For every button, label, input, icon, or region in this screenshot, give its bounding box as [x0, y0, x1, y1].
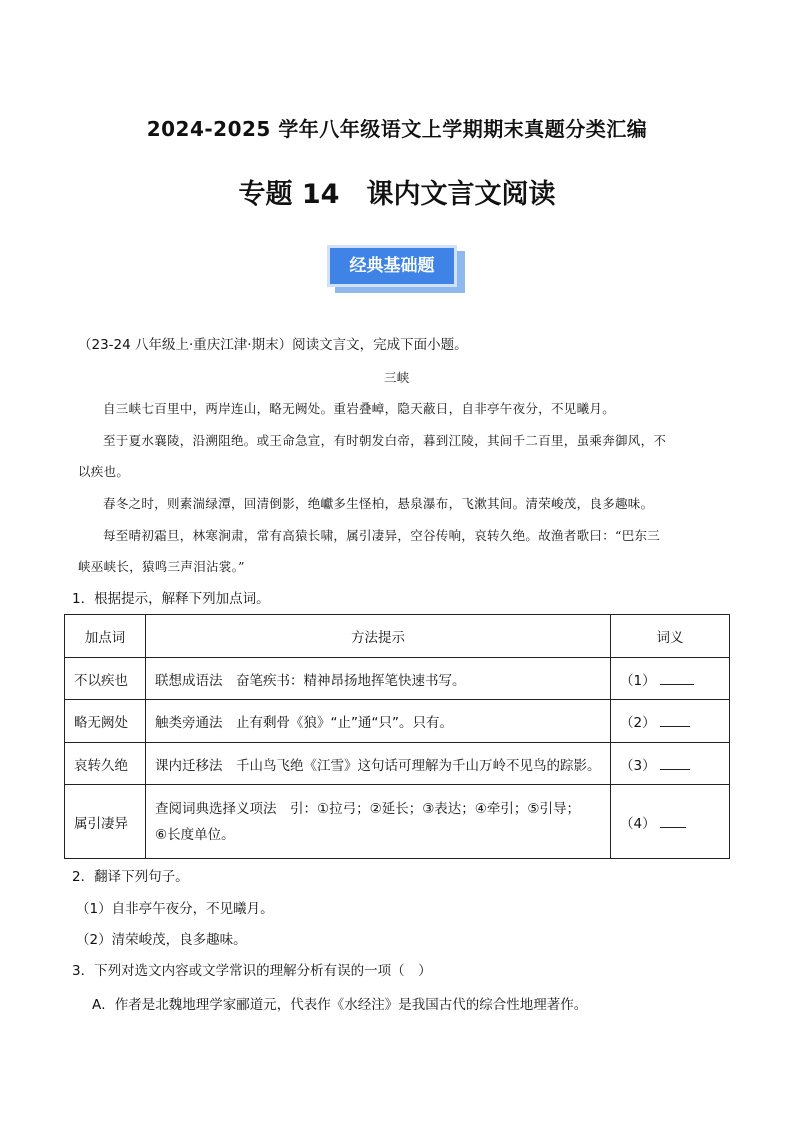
answer-blank[interactable]	[660, 714, 690, 727]
q2-prompt: 2．翻译下列句子。	[72, 869, 189, 885]
q3-prompt: 3．下列对选文内容或文学常识的理解分析有误的一项（ ）	[72, 963, 432, 979]
intro-text: （23-24 八年级上·重庆江津·期末）阅读文言文，完成下面小题。	[78, 337, 468, 353]
hint-cell	[146, 785, 611, 859]
header-word: 加点词	[65, 615, 146, 658]
answer-cell[interactable]	[611, 700, 730, 743]
q1-prompt: 1．根据提示，解释下列加点词。	[72, 591, 270, 607]
q2-sentence-2: （2）清荣峻茂，良多趣味。	[76, 932, 247, 948]
hint-cell: 课内迁移法 千山鸟飞绝《江雪》这句话可理解为千山万岭不见鸟的踪影。	[146, 743, 611, 785]
passage-para-1: 自三峡七百里中，两岸连山，略无阙处。重岩叠嶂，隐天蔽日，自非亭午夜分，不见曦月。	[103, 401, 616, 416]
answer-label: （1）	[620, 672, 656, 689]
word-cell: 属引凄异	[65, 785, 146, 859]
hint-line-2: ⑥长度单位。	[155, 826, 235, 843]
answer-label: （3）	[620, 757, 656, 774]
answer-label: （4）	[620, 815, 656, 832]
section-badge	[327, 245, 467, 293]
header-meaning: 词义	[611, 615, 730, 658]
passage-para-4: 每至晴初霜旦，林寒涧肃，常有高猿长啸，属引凄异，空谷传响，哀转久绝。故渔者歌曰：“巴东三	[103, 528, 661, 543]
vocab-table	[64, 614, 730, 859]
passage-para-4-cont: 峡巫峡长，猿鸣三声泪沾裳。”	[78, 559, 245, 574]
passage-para-2: 至于夏水襄陵，沿溯阻绝。或王命急宣，有时朝发白帝，暮到江陵，其间千二百里，虽乘奔御风，不	[103, 433, 667, 448]
doc-title: 2024-2025 学年八年级语文上学期期末真题分类汇编	[146, 117, 648, 141]
header-hint: 方法提示	[146, 615, 611, 658]
table-row	[65, 785, 730, 859]
q3-option-a: A．作者是北魏地理学家郦道元，代表作《水经注》是我国古代的综合性地理著作。	[92, 997, 588, 1013]
table-header-row	[65, 615, 730, 658]
word-cell: 哀转久绝	[65, 743, 146, 785]
word-cell: 略无阙处	[65, 700, 146, 743]
doc-subtitle: 专题 14 课内文言文阅读	[238, 179, 556, 210]
answer-blank[interactable]	[660, 815, 686, 828]
answer-label: （2）	[620, 715, 656, 731]
answer-cell[interactable]	[611, 743, 730, 785]
answer-blank[interactable]	[660, 757, 690, 770]
passage-para-3: 春冬之时，则素湍绿潭，回清倒影，绝巘多生怪柏，悬泉瀑布，飞漱其间。清荣峻茂，良多趣味。	[103, 496, 654, 511]
q2-sentence-1: （1）自非亭午夜分，不见曦月。	[76, 901, 274, 917]
passage-title: 三峡	[384, 370, 410, 385]
word-cell: 不以疾也	[65, 658, 146, 700]
hint-cell: 联想成语法 奋笔疾书：精神昂扬地挥笔快速书写。	[146, 658, 611, 700]
badge-label: 经典基础题	[327, 245, 457, 287]
hint-cell: 触类旁通法 止有剩骨《狼》“止”通“只”。只有。	[146, 700, 611, 743]
answer-blank[interactable]	[660, 672, 694, 685]
hint-line-1: 查阅词典选择义项法 引：①拉弓；②延长；③表达；④牵引；⑤引导；	[155, 800, 581, 817]
answer-cell[interactable]	[611, 785, 730, 859]
answer-cell[interactable]	[611, 658, 730, 700]
table-row	[65, 658, 730, 700]
table-row	[65, 700, 730, 743]
table-row	[65, 743, 730, 785]
passage-para-2-cont: 以疾也。	[78, 464, 130, 479]
